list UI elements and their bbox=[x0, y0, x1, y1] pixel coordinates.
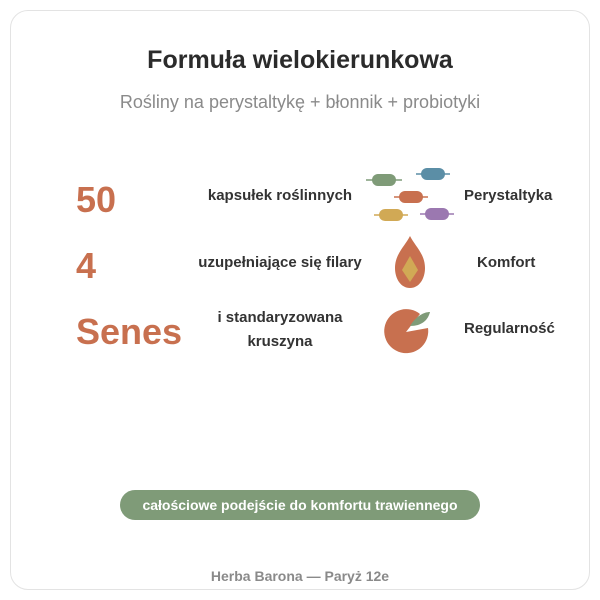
pie-leaf-icon bbox=[384, 308, 434, 352]
page-subtitle: Rośliny na perystaltykę + błonnik + probiotyki bbox=[119, 92, 481, 112]
stat-desc-line: kapsułek roślinnych bbox=[207, 187, 353, 204]
stat-value-capsules: 50 bbox=[76, 179, 117, 220]
benefit-label-regularity: Regularność bbox=[464, 320, 555, 337]
stat-value-senna: Senes bbox=[76, 311, 183, 352]
benefit-label-peristalsis: Perystaltyka bbox=[464, 187, 553, 204]
capsules-icon bbox=[366, 165, 456, 225]
stat-value-pillars: 4 bbox=[76, 245, 97, 286]
page-title: Formuła wielokierunkowa bbox=[147, 46, 453, 74]
flame-icon bbox=[393, 234, 427, 290]
stat-desc-line: kruszyna bbox=[247, 333, 313, 350]
tagline-badge: całościowe podejście do komfortu trawiennego bbox=[120, 490, 480, 520]
stat-desc-line: i standaryzowana bbox=[217, 309, 343, 326]
stat-desc-line: uzupełniające się filary bbox=[198, 254, 362, 271]
footer-text: Herba Barona — Paryż 12e bbox=[210, 568, 390, 584]
stat-desc-capsules bbox=[190, 184, 370, 208]
stat-desc-pillars bbox=[190, 251, 370, 275]
stat-desc-senna bbox=[190, 306, 370, 354]
benefit-label-comfort: Komfort bbox=[477, 254, 536, 271]
